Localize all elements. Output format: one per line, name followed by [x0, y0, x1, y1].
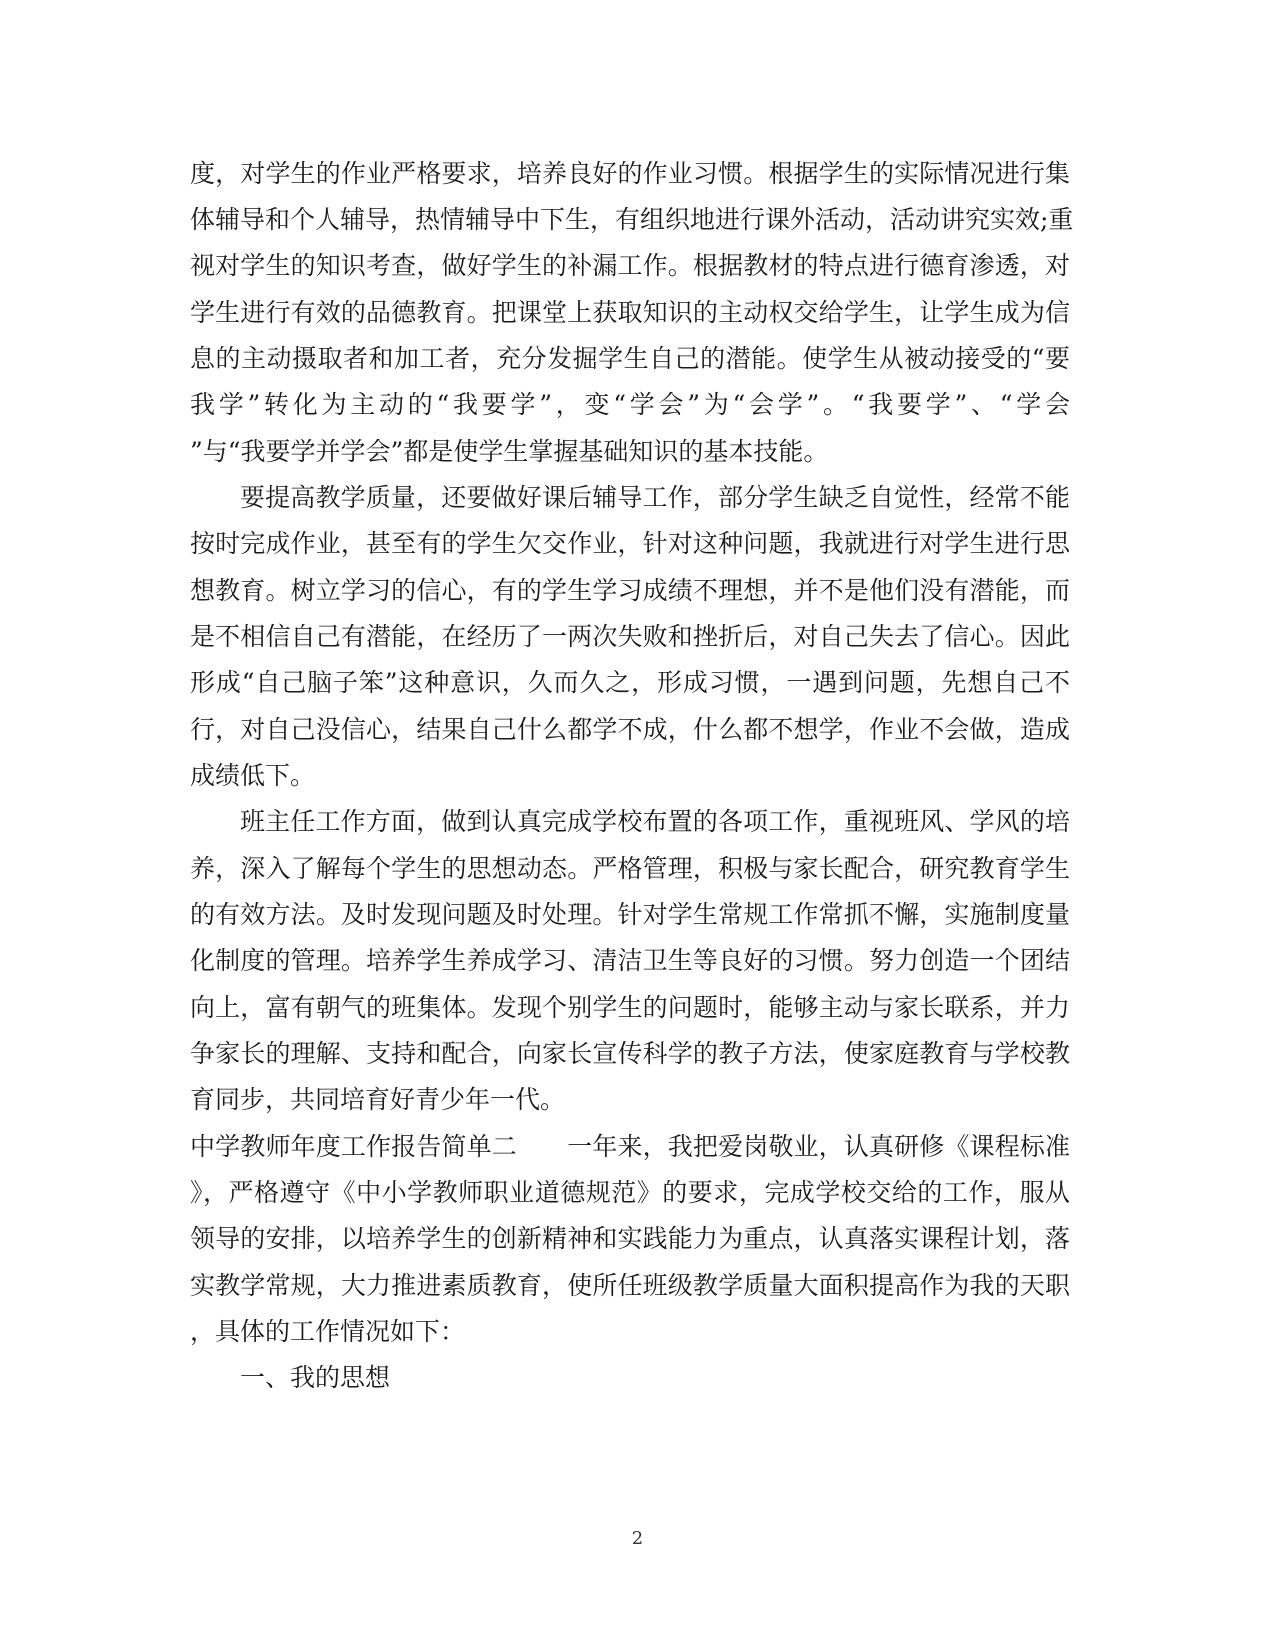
- paragraph-line: 养，深入了解每个学生的思想动态。严格管理，积极与家长配合，研究教育学生: [190, 854, 1070, 883]
- paragraph-line: ”与“我要学并学会”都是使学生掌握基础知识的基本技能。: [190, 437, 829, 466]
- paragraph-line: 的有效方法。及时发现问题及时处理。针对学生常规工作常抓不懈，实施制度量: [190, 900, 1070, 929]
- subheading: 一、我的思想: [240, 1363, 391, 1392]
- page-number: 2: [631, 1528, 644, 1549]
- paragraph-line: 度，对学生的作业严格要求，培养良好的作业习惯。根据学生的实际情况进行集: [190, 159, 1070, 188]
- paragraph-line: 想教育。树立学习的信心，有的学生学习成绩不理想，并不是他们没有潜能，而: [190, 576, 1070, 605]
- paragraph-line: 形成“自己脑子笨”这种意识，久而久之，形成习惯，一遇到问题，先想自己不: [190, 668, 1070, 697]
- paragraph-first-line: 班主任工作方面，做到认真完成学校布置的各项工作，重视班风、学风的培: [240, 807, 1070, 836]
- paragraph-line: 息的主动摄取者和加工者，充分发掘学生自己的潜能。使学生从被动接受的“要: [190, 344, 1070, 373]
- paragraph-line: 体辅导和个人辅导，热情辅导中下生，有组织地进行课外活动，活动讲究实效;重: [190, 205, 1074, 234]
- paragraph-line: 是不相信自己有潜能，在经历了一两次失败和挫折后，对自己失去了信心。因此: [190, 622, 1070, 651]
- paragraph-line: 按时完成作业，甚至有的学生欠交作业，针对这种问题，我就进行对学生进行思: [190, 529, 1070, 558]
- paragraph-line: 育同步，共同培育好青少年一代。: [190, 1085, 566, 1114]
- paragraph-line: 实教学常规，大力推进素质教育，使所任班级教学质量大面积提高作为我的天职: [190, 1271, 1070, 1300]
- paragraph-line: 领导的安排，以培养学生的创新精神和实践能力为重点，认真落实课程计划，落: [190, 1224, 1070, 1253]
- paragraph-line: 》，严格遵守《中小学教师职业道德规范》的要求，完成学校交给的工作，服从: [190, 1178, 1070, 1207]
- paragraph-line: 向上，富有朝气的班集体。发现个别学生的问题时，能够主动与家长联系，并力: [190, 993, 1070, 1022]
- paragraph-line: 成绩低下。: [190, 761, 316, 790]
- paragraph-line: 视对学生的知识考查，做好学生的补漏工作。根据教材的特点进行德育渗透，对: [190, 251, 1070, 280]
- paragraph-line: 我学”转化为主动的“我要学”，变“学会”为“会学”。“我要学”、“学会: [190, 390, 1070, 419]
- paragraph-line: 争家长的理解、支持和配合，向家长宣传科学的教子方法，使家庭教育与学校教: [190, 1039, 1070, 1068]
- paragraph-line: ，具体的工作情况如下：: [190, 1317, 466, 1346]
- paragraph-line: 行，对自己没信心，结果自己什么都学不成，什么都不想学，作业不会做，造成: [190, 715, 1070, 744]
- paragraph-first-line: 要提高教学质量，还要做好课后辅导工作，部分学生缺乏自觉性，经常不能: [240, 483, 1070, 512]
- paragraph-line: 学生进行有效的品德教育。把课堂上获取知识的主动权交给学生，让学生成为信: [190, 298, 1070, 327]
- section-heading-line: 中学教师年度工作报告简单二 一年来，我把爱岗敬业，认真研修《课程标准: [190, 1132, 1070, 1161]
- paragraph-line: 化制度的管理。培养学生养成学习、清洁卫生等良好的习惯。努力创造一个团结: [190, 946, 1070, 975]
